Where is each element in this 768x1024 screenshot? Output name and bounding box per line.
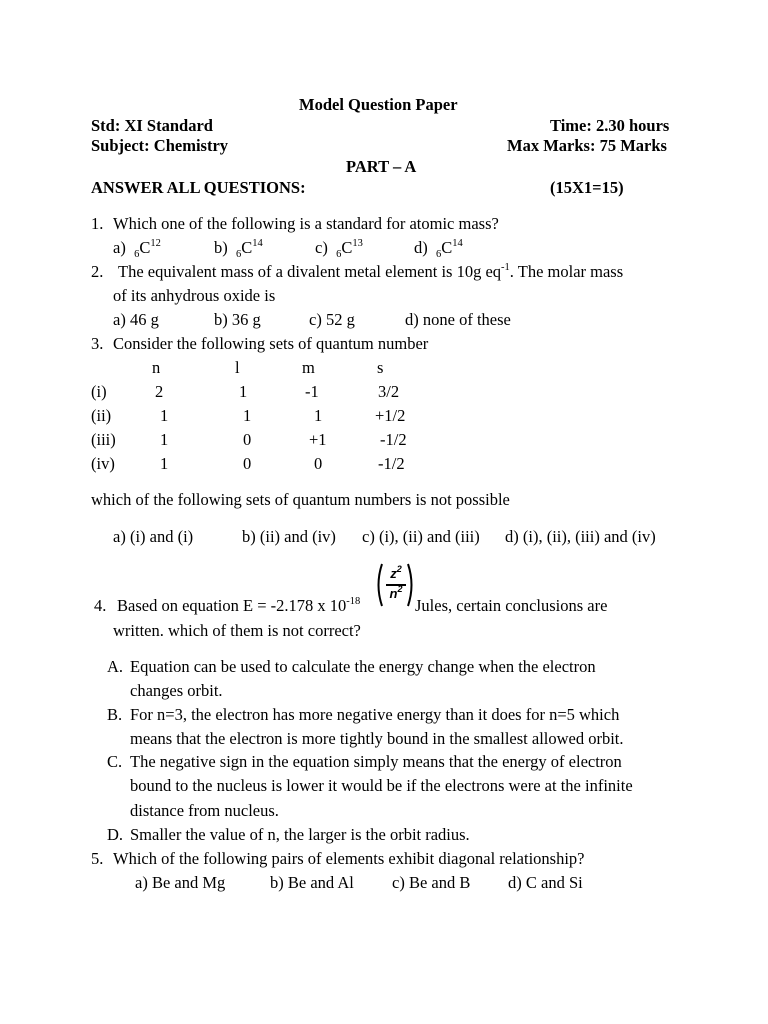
- time-label: Time: 2.30 hours: [550, 116, 670, 135]
- question-4-text-end: Jules, certain conclusions are: [415, 596, 608, 615]
- question-1-option-a: a) $_6C^{12}$: [113, 237, 161, 261]
- question-2-option-b: b) 36 g: [214, 310, 261, 329]
- question-1-option-c: c) $_6C^{13}$: [315, 237, 363, 261]
- question-1-option-b: b) $_6C^{14}$: [214, 237, 263, 261]
- quantum-row-l: 1: [239, 382, 248, 401]
- question-4-option-a-line: Equation can be used to calculate the energy change when the electron: [130, 657, 596, 676]
- question-4-option-b-label: B.: [107, 705, 123, 724]
- question-4-option-a-line: changes orbit.: [130, 681, 223, 700]
- question-4-option-c-line: The negative sign in the equation simply means that the energy of electron: [130, 752, 622, 771]
- question-4-option-c-label: C.: [107, 752, 123, 771]
- quantum-row-n: 1: [160, 454, 169, 473]
- question-3-option-b: b) (ii) and (iv): [242, 527, 336, 546]
- question-4-option-d-line: Smaller the value of n, the larger is the orbit radius.: [130, 825, 470, 844]
- question-5-option-c: c) Be and B: [392, 873, 471, 892]
- question-4-number: 4.: [94, 596, 107, 615]
- quantum-row-id: (iii): [91, 430, 116, 449]
- question-2-option-d: d) none of these: [405, 310, 511, 329]
- question-3-option-c: c) (i), (ii) and (iii): [362, 527, 480, 546]
- quantum-row-l: 0: [243, 454, 252, 473]
- quantum-row-s: 3/2: [378, 382, 400, 401]
- question-3-option-d: d) (i), (ii), (iii) and (iv): [505, 527, 656, 546]
- question-5-text: Which of the following pairs of elements exhibit diagonal relationship?: [113, 849, 585, 868]
- question-2-option-a: a) 46 g: [113, 310, 159, 329]
- standard-label: Std: XI Standard: [91, 116, 213, 135]
- question-1-option-d: d) $_6C^{14}$: [414, 237, 463, 261]
- quantum-row-s: +1/2: [375, 406, 406, 425]
- question-4-text-continued: written. which of them is not correct?: [113, 621, 361, 640]
- part-heading: PART – A: [346, 157, 417, 176]
- quantum-header-n: n: [152, 358, 161, 377]
- quantum-row-id: (iv): [91, 454, 115, 473]
- question-5-option-b: b) Be and Al: [270, 873, 354, 892]
- fraction-numerator: $z^2$: [390, 563, 402, 581]
- quantum-header-l: l: [235, 358, 240, 377]
- quantum-header-s: s: [377, 358, 384, 377]
- quantum-header-m: m: [302, 358, 315, 377]
- quantum-row-n: 1: [160, 430, 169, 449]
- energy-fraction: [374, 563, 416, 607]
- question-1-number: 1.: [91, 214, 104, 233]
- quantum-row-m: -1: [305, 382, 319, 401]
- quantum-row-n: 2: [155, 382, 164, 401]
- question-3-number: 3.: [91, 334, 104, 353]
- quantum-row-m: 1: [314, 406, 323, 425]
- subject-label: Subject: Chemistry: [91, 136, 229, 155]
- question-3-question: which of the following sets of quantum numbers is not possible: [91, 490, 510, 509]
- left-parenthesis: [374, 563, 384, 607]
- question-1-text: Which one of the following is a standard for atomic mass?: [113, 214, 499, 233]
- question-4-option-d-label: D.: [107, 825, 124, 844]
- question-3-option-a: a) (i) and (i): [113, 527, 194, 546]
- question-4-text: Based on equation E = -2.178 x $10^{-18}$: [117, 595, 361, 615]
- quantum-row-m: +1: [309, 430, 327, 449]
- quantum-row-s: -1/2: [380, 430, 407, 449]
- quantum-row-id: (ii): [91, 406, 112, 425]
- marks-scheme: (15X1=15): [550, 178, 624, 197]
- quantum-row-s: -1/2: [378, 454, 405, 473]
- quantum-row-l: 0: [243, 430, 252, 449]
- question-4-option-c-line: bound to the nucleus is lower it would be if the electrons were at the infinite: [130, 776, 633, 795]
- quantum-row-l: 1: [243, 406, 252, 425]
- question-3-text: Consider the following sets of quantum number: [113, 334, 429, 353]
- quantum-row-id: (i): [91, 382, 107, 401]
- question-4-option-c-line: distance from nucleus.: [130, 801, 279, 820]
- question-4-option-b-line: For n=3, the electron has more negative energy than it does for n=5 which: [130, 705, 620, 724]
- quantum-row-n: 1: [160, 406, 169, 425]
- question-5-option-a: a) Be and Mg: [135, 873, 226, 892]
- question-2-text-continued: of its anhydrous oxide is: [113, 286, 276, 305]
- question-4-option-a-label: A.: [107, 657, 124, 676]
- fraction-denominator: $n^2$: [389, 583, 403, 601]
- quantum-row-m: 0: [314, 454, 323, 473]
- instruction-label: ANSWER ALL QUESTIONS:: [91, 178, 306, 197]
- question-2-number: 2.: [91, 262, 104, 281]
- question-2-text: The equivalent mass of a divalent metal element is 10g $eq^{-1}$. The molar mass: [118, 261, 624, 281]
- page-title: Model Question Paper: [299, 95, 458, 114]
- question-4-option-b-line: means that the electron is more tightly bound in the smallest allowed orbit.: [130, 729, 624, 748]
- question-2-option-c: c) 52 g: [309, 310, 355, 329]
- max-marks-label: Max Marks: 75 Marks: [507, 136, 667, 155]
- question-5-number: 5.: [91, 849, 104, 868]
- question-5-option-d: d) C and Si: [508, 873, 583, 892]
